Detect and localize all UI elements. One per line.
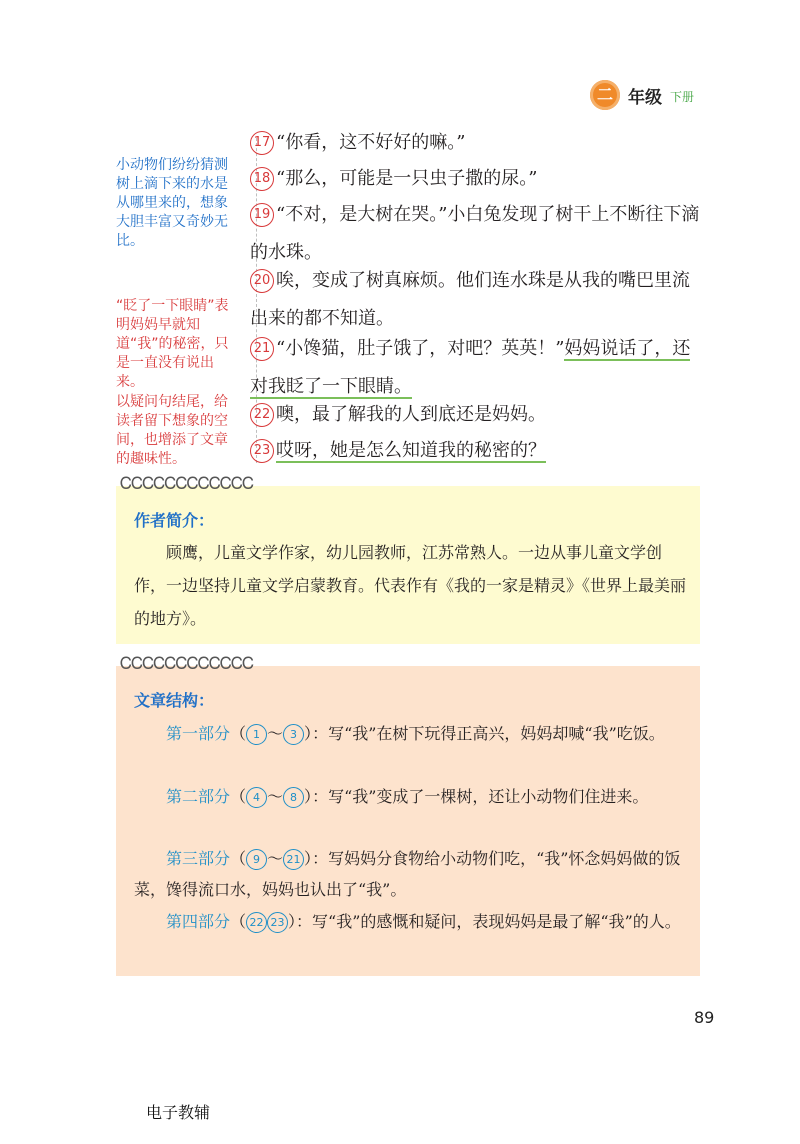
paragraph-ref-icon: 4 — [246, 787, 267, 808]
paragraph-number: 21 — [250, 337, 274, 361]
footer-label: 电子教辅 — [146, 1103, 211, 1122]
paragraph-number: 18 — [250, 167, 274, 191]
paragraph-ref-icon: 9 — [246, 849, 267, 870]
structure-part-4: 第四部分（ 22 23 ）：写“我”的感慨和疑问，表现妈妈是最了解“我”的人。 — [166, 912, 681, 931]
side-note-2: “眨了一下眼睛”表明妈妈早就知道“我”的秘密，只是一直没有说出来。 — [116, 298, 229, 390]
structure-title: 文章结构： — [134, 691, 215, 710]
paragraph-number: 23 — [250, 439, 274, 463]
spiral-binding-icon: ᏟᏟᏟᏟᏟᏟᏟᏟᏟᏟᏟᏟ — [120, 654, 254, 674]
structure-part-2: 第二部分（ 4 ～ 8 ）：写“我”变成了一棵树，还让小动物们住进来。 — [166, 787, 649, 806]
paragraph-22 — [250, 396, 710, 434]
part-text: ：写“我”在树下玩得正高兴，妈妈却喊“我”吃饭。 — [312, 724, 665, 743]
paragraph-text: “那么，可能是一只虫子撒的尿。” — [276, 168, 538, 189]
volume-label: 下册 — [670, 90, 695, 104]
paragraph-number: 19 — [250, 203, 274, 227]
grade-label: 年级 — [628, 88, 662, 108]
paragraph-18 — [250, 160, 710, 198]
author-body: 顾鹰，儿童文学作家，幼儿园教师，江苏常熟人。一边从事儿童文学创作，一边坚持儿童文学启蒙教育。代表作有《我的一家是精灵》《世界上最美丽的地方》。 — [134, 543, 687, 628]
part-label: 第二部分 — [166, 787, 231, 806]
paragraph-text: “小馋猫，肚子饿了，对吧？英英！” — [276, 338, 565, 359]
part-label: 第三部分 — [166, 849, 231, 868]
underlined-text: 哎呀，她是怎么知道我的秘密的？ — [276, 440, 546, 461]
paragraph-21 — [250, 330, 702, 406]
paragraph-23 — [250, 432, 710, 470]
paragraph-number: 20 — [250, 269, 274, 293]
paragraph-19 — [250, 196, 702, 272]
part-text: ：写妈妈分食物给小动物们吃，“我”怀念妈妈做的饭菜，馋得流口水，妈妈也认出了“我”。 — [134, 849, 681, 899]
paragraph-text: 噢，最了解我的人到底还是妈妈。 — [276, 404, 546, 425]
grade-badge — [590, 80, 620, 110]
author-title: 作者简介： — [134, 511, 215, 530]
part-label: 第四部分 — [166, 912, 231, 931]
side-note-1: 小动物们纷纷猜测树上滴下来的水是从哪里来的，想象大胆丰富又奇妙无比。 — [116, 157, 228, 249]
side-note-3: 以疑问句结尾，给读者留下想象的空间，也增添了文章的趣味性。 — [116, 394, 228, 467]
spiral-binding-icon: ᏟᏟᏟᏟᏟᏟᏟᏟᏟᏟᏟᏟ — [120, 474, 254, 494]
paragraph-text: 唉，变成了树真麻烦。他们连水珠是从我的嘴巴里流出来的都不知道。 — [250, 270, 690, 329]
paragraph-ref-icon: 3 — [283, 724, 304, 745]
paragraph-20 — [250, 262, 702, 338]
paragraph-ref-icon: 8 — [283, 787, 304, 808]
paragraph-ref-icon: 21 — [283, 849, 304, 870]
page-number: 89 — [694, 1008, 715, 1027]
part-label: 第一部分 — [166, 724, 231, 743]
paragraph-17 — [250, 124, 710, 162]
grade-number: 二 — [596, 85, 613, 104]
structure-part-1: 第一部分（ 1 ～ 3 ）：写“我”在树下玩得正高兴，妈妈却喊“我”吃饭。 — [166, 724, 665, 743]
paragraph-ref-icon: 22 — [246, 912, 267, 933]
structure-part-3: 第三部分（ 9 ～ 21 ）：写妈妈分食物给小动物们吃，“我”怀念妈妈做的饭菜，馋得流口水，妈妈也认出了“我”。 — [134, 849, 681, 899]
paragraph-ref-icon: 23 — [267, 912, 288, 933]
paragraph-text: “不对，是大树在哭。”小白兔发现了树干上不断往下滴的水珠。 — [250, 204, 700, 263]
paragraph-number: 22 — [250, 403, 274, 427]
part-text: ：写“我”变成了一棵树，还让小动物们住进来。 — [312, 787, 649, 806]
paragraph-number: 17 — [250, 131, 274, 155]
part-text: ：写“我”的感慨和疑问，表现妈妈是最了解“我”的人。 — [296, 912, 681, 931]
paragraph-text: “你看，这不好好的嘛。” — [276, 132, 466, 153]
paragraph-ref-icon: 1 — [246, 724, 267, 745]
underlined-text: 妈妈说话了，还对我眨了一下眼睛。 — [250, 338, 691, 397]
